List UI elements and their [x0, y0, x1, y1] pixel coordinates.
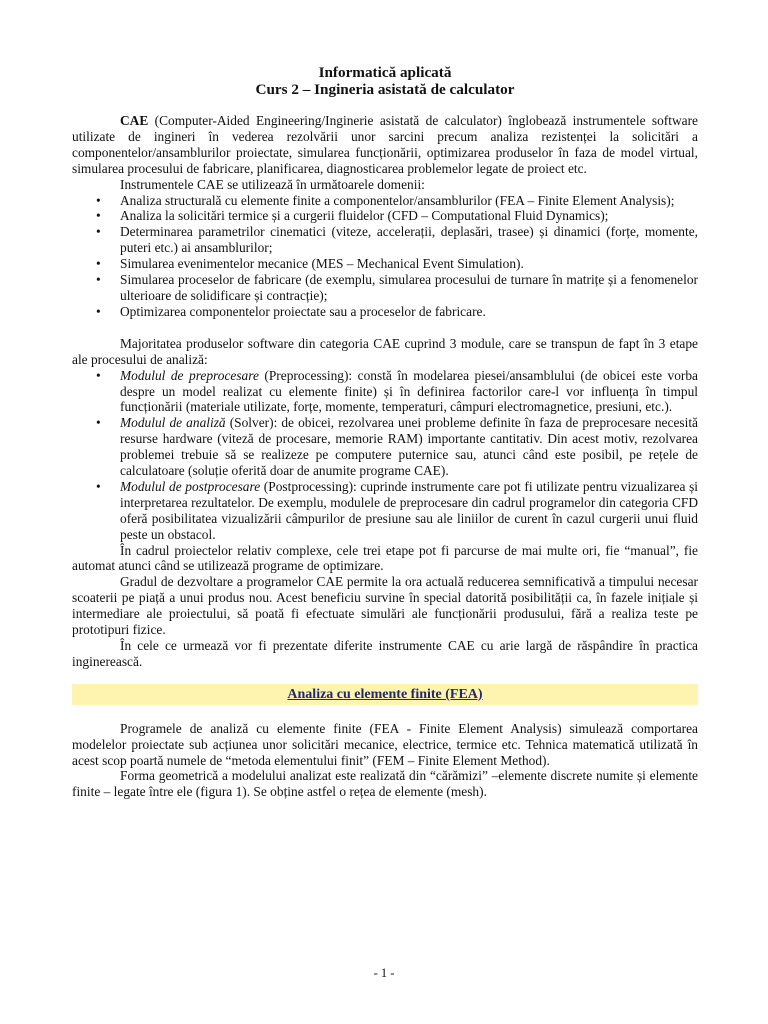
list-item: • Simularea proceselor de fabricare (de exemplu, simularea procesului de turnare în matrițe și a fenomenelor ulterioare de solidificare și contracție);	[96, 272, 698, 303]
list-item: • Modulul de preprocesare (Preprocessing): constă în modelarea piesei/ansamblului (de obicei este vorba despre un model realizat cu elemente finite) și în definirea factorilor care-l vor influența în timpul funcționării (materiale utilizate, forțe, momente, temperaturi, câmpuri electromagnetice, presiuni, etc.).	[96, 367, 698, 415]
bullet-icon: •	[96, 303, 101, 319]
bullet-icon: •	[96, 478, 101, 494]
bullet-icon: •	[96, 415, 101, 431]
document-title: Informatică aplicată	[318, 64, 452, 81]
bullet-icon: •	[96, 208, 101, 224]
bullet-icon: •	[96, 192, 101, 208]
list-item: • Modulul de analiză (Solver): de obicei, rezolvarea unei probleme definite în faza de preprocesare necesită resurse hardware (viteză de procesare, memorie RAM) importante cantitativ. Din acest motiv, rezolvarea problemei trebuie să se realizeze pe computere puternice sau, atunci când este posibil, pe rețele de calculatoare (soluție oferită doar de anumite programe CAE).	[96, 415, 698, 479]
list-item: • Analiza structurală cu elemente finite a componentelor/ansamblurilor (FEA – Finite Element Analysis);	[96, 192, 675, 208]
bullet-icon: •	[96, 367, 101, 383]
section-heading	[72, 684, 698, 705]
bullet-icon: •	[96, 224, 101, 240]
domains-list	[72, 193, 698, 320]
complex-paragraph: În cadrul proiectelor relativ complexe, cele trei etape pot fi parcurse de mai multe ori, fie “manual”, fie automat atunci când se utilizează programe de optimizare.	[72, 542, 698, 574]
page-number: - 1 -	[373, 966, 395, 980]
list-item: • Optimizarea componentelor proiectate sau a proceselor de fabricare.	[96, 303, 486, 319]
cae-term: CAE	[120, 113, 149, 128]
domains-intro: Instrumentele CAE se utilizează în următoarele domenii:	[120, 176, 425, 192]
document-page	[72, 64, 698, 800]
list-item: • Simularea evenimentelor mecanice (MES – Mechanical Event Simulation).	[96, 256, 524, 272]
section-title: Analiza cu elemente finite (FEA)	[287, 686, 483, 702]
spacer	[72, 320, 698, 336]
list-item: • Determinarea parametrilor cinematici (viteze, accelerații, deplasări, trasee) și dinamici (forțe, momente, puteri etc.) ai ansamblurilor;	[96, 224, 698, 256]
bullet-icon: •	[96, 256, 101, 272]
list-item: • Modulul de postprocesare (Postprocessing): cuprinde instrumente care pot fi utilizate pentru vizualizarea și interpretarea rezultatelor. De exemplu, modulele de preprocesare din cadrul programelor din categoria CFD oferă posibilitatea vizualizării câmpurilor de presiune sau ale liniilor de curent în cazul curgerii unui fluid peste un obstacol.	[96, 478, 699, 542]
module-name: Modulul de preprocesare	[120, 367, 259, 383]
fea-paragraph-1: Programele de analiză cu elemente finite (FEA - Finite Element Analysis) simulează comportarea modelelor proiectate sub acțiunea unor solicitări mecanice, electrice, termice etc. Tehnica matematică utilizată în acest scop poartă numele de “metoda elementului finit” (FEM – Finite Element Method).	[72, 720, 698, 768]
module-name: Modulul de postprocesare	[120, 478, 261, 494]
list-item: • Analiza la solicitări termice și a curgerii fluidelor (CFD – Computational Fluid Dynamics);	[96, 208, 609, 224]
modules-list	[72, 368, 698, 543]
next-paragraph: În cele ce urmează vor fi prezentate diferite instrumente CAE cu arie largă de răspândire în practica inginerească.	[72, 638, 698, 669]
bullet-icon: •	[96, 272, 101, 288]
document-subtitle: Curs 2 – Ingineria asistată de calculator	[255, 81, 515, 98]
modules-intro: Majoritatea produselor software din categoria CAE cuprind 3 module, care se transpun de fapt în 3 etape ale procesului de analiză:	[72, 335, 698, 367]
intro-paragraph	[72, 113, 698, 177]
module-name: Modulul de analiză	[120, 415, 226, 431]
intro-text: (Computer-Aided Engineering/Inginerie asistată de calculator) înglobează instrumentele software utilizate de ingineri în vederea rezolvării unor sarcini precum analiza rezistenței la solicitări a componentelor/ansamblurilor proiectate, simularea funcționării, optimizarea produselor în faza de model virtual, simularea procesului de fabricare, planificarea, diagnosticarea problemelor legate de proiect etc.	[72, 113, 698, 176]
development-paragraph: Gradul de dezvoltare a programelor CAE permite la ora actuală reducerea semnificativă a timpului necesar scoaterii pe piață a unui produs nou. Acest beneficiu survine în special datorită posibilității ca, în fazele inițiale și intermediare ale proiectului, să poată fi efectuate simulări ale funcționării produsului, fără a realiza teste pe prototipuri fizice.	[72, 574, 698, 638]
fea-paragraph-2: Forma geometrică a modelului analizat este realizată din “cărămizi” –elemente discrete numite și elemente finite – legate între ele (figura 1). Se obține astfel o rețea de elemente (mesh).	[72, 768, 698, 800]
